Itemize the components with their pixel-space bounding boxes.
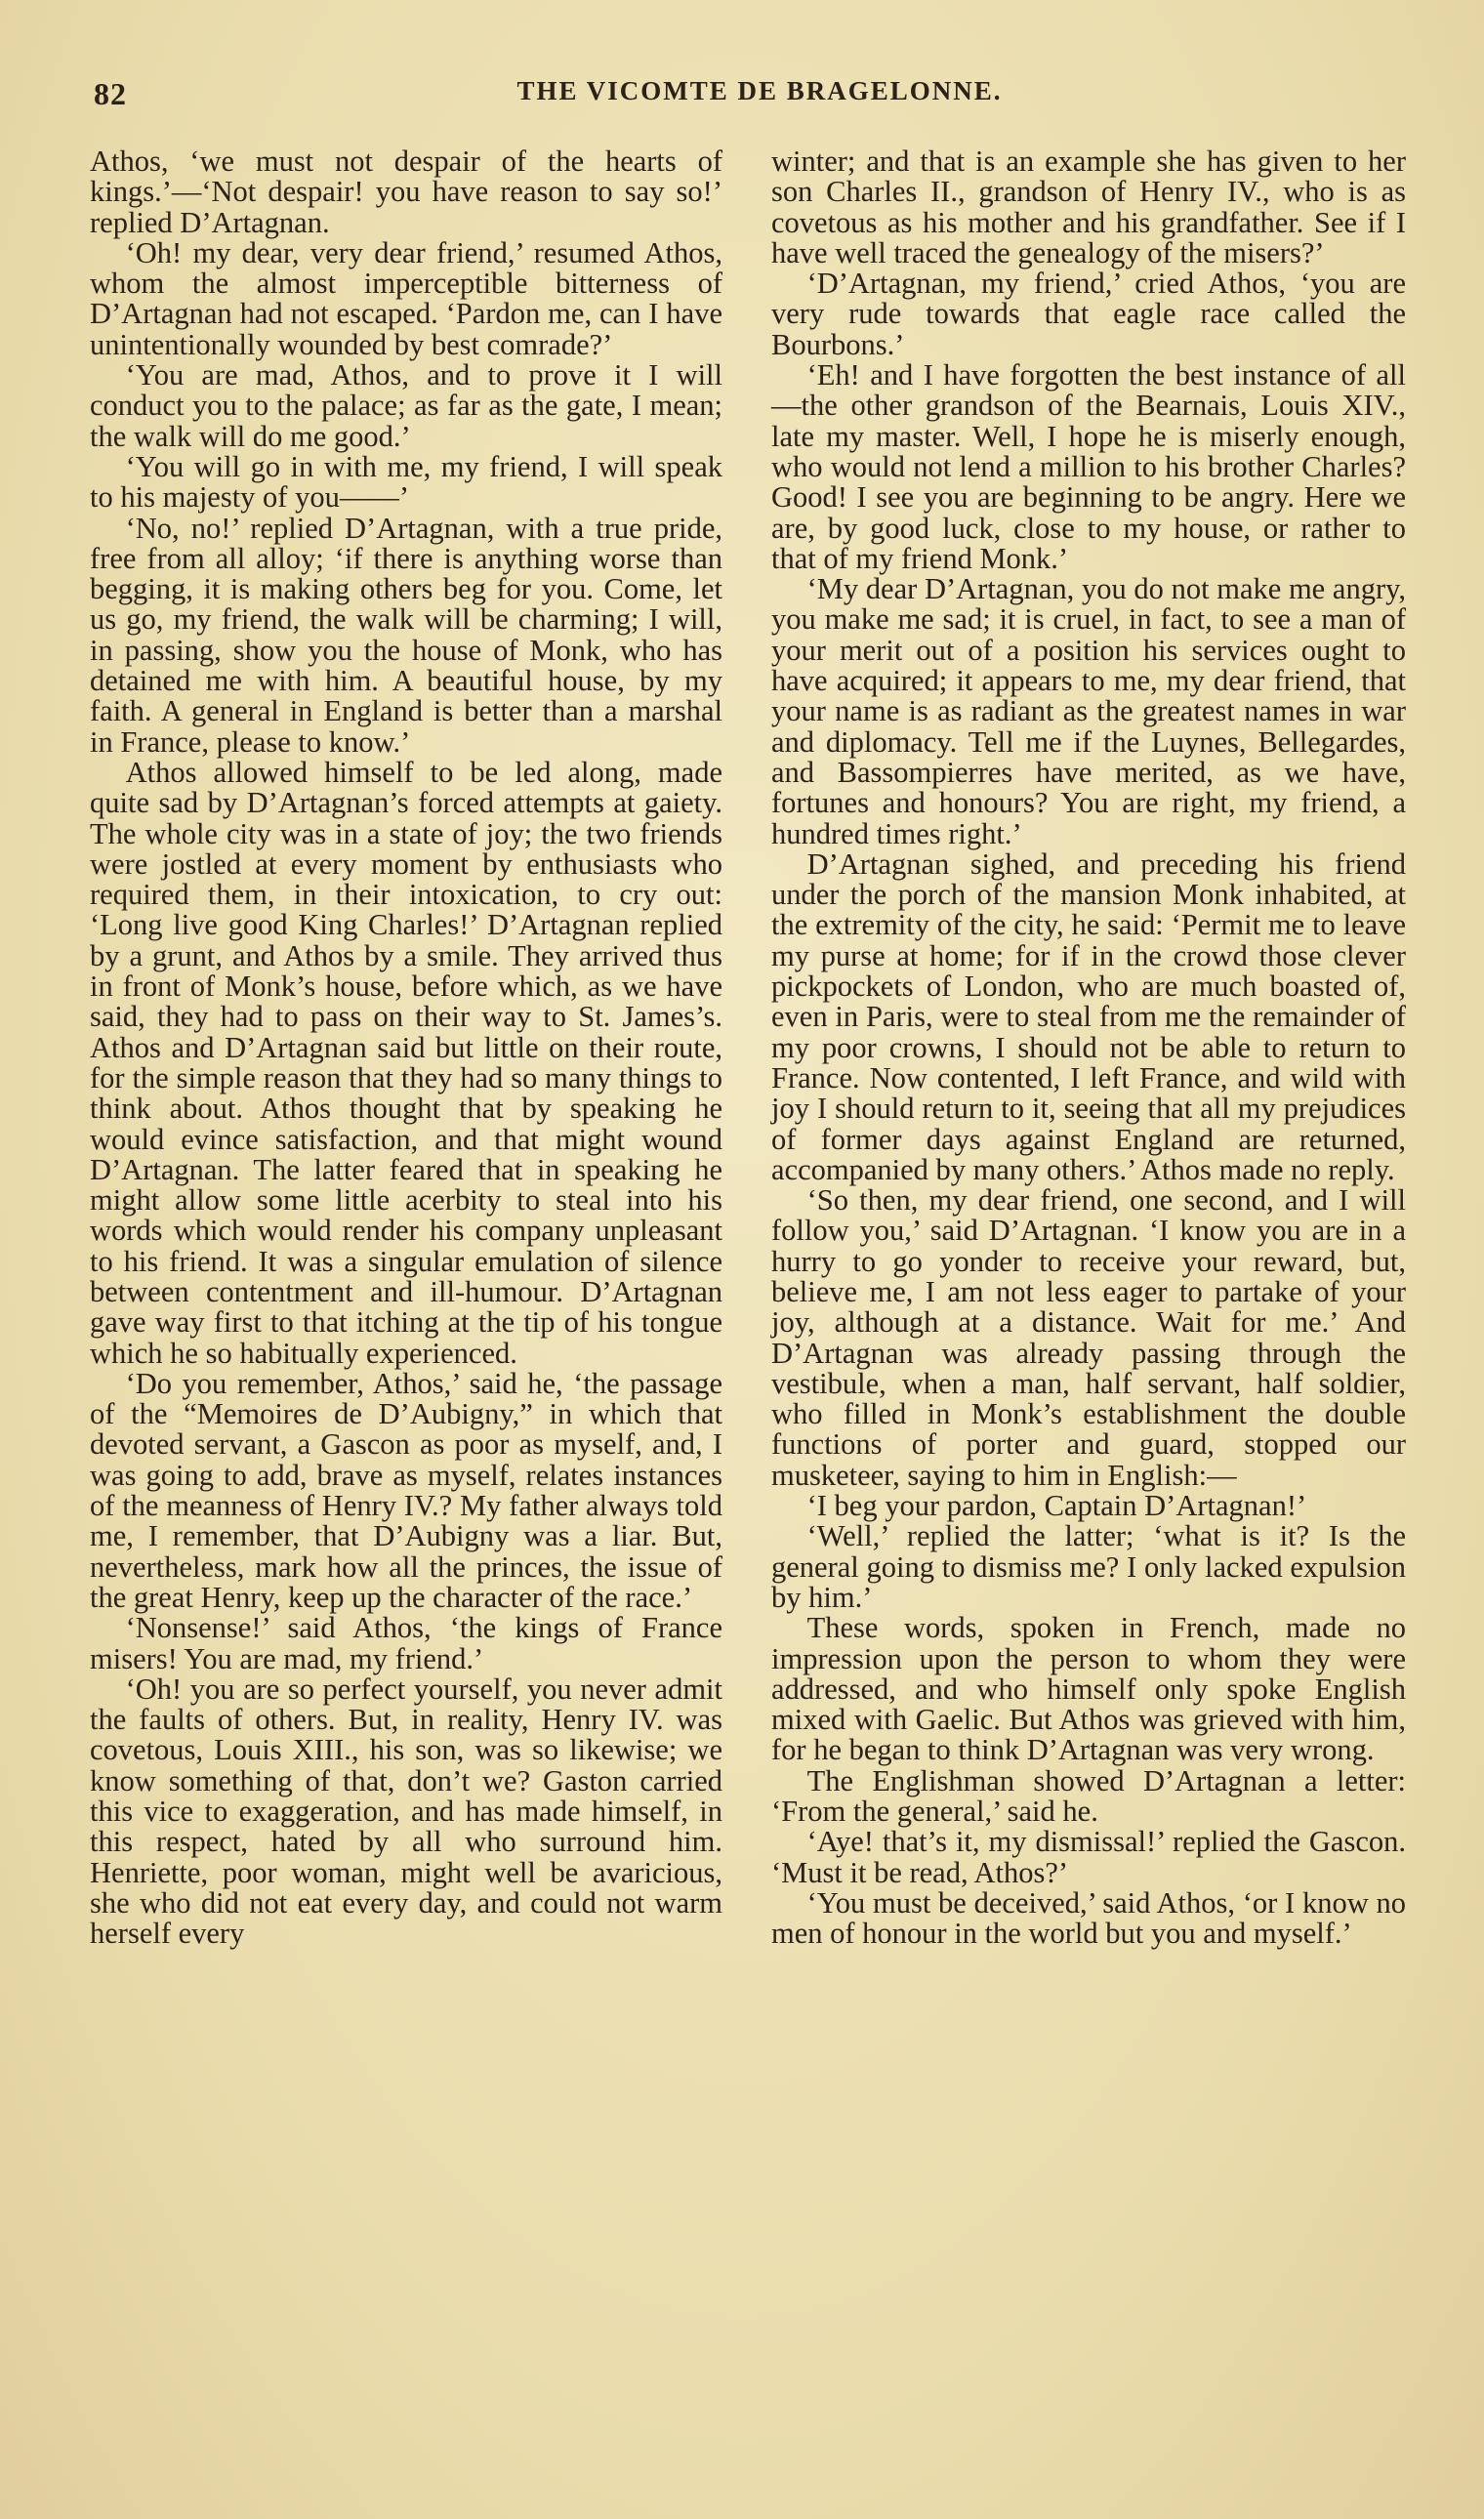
paragraph: ‘Well,’ replied the latter; ‘what is it? Is the general going to dismiss me? I only lacked expulsion by him.’ bbox=[771, 1519, 1406, 1614]
paragraph: Athos allowed himself to be led along, made quite sad by D’Artagnan’s forced attempts at gaiety. The whole city was in a state of joy; the two friends were jostled at every moment by enthusiasts who required them, in their intoxication, to cry out: ‘Long live good King Charles!’ D’Artagnan replied by a grunt, and Athos by a smile. They arrived thus in front of Monk’s house, before which, as we have said, they had to pass on their way to St. James’s. Athos and D’Artagnan said but little on their route, for the simple reason that they had so many things to think about. Athos thought that by speaking he would evince satisfaction, and that might wound D’Artagnan. The latter feared that in speaking he might allow some little acerbity to steal into his words which would render his company unpleasant to his friend. It was a singular emulation of silence between contentment and ill-humour. D’Artagnan gave way first to that itching at the tip of his tongue which he so habitually experienced. bbox=[90, 755, 722, 1370]
paragraph: These words, spoken in French, made no impression upon the person to whom they were addressed, and who himself only spoke English mixed with Gaelic. But Athos was grieved with him, for he began to think D’Artagnan was very wrong. bbox=[771, 1611, 1406, 1767]
paragraph: ‘Nonsense!’ said Athos, ‘the kings of France misers! You are mad, my friend.’ bbox=[90, 1611, 722, 1675]
paragraph: Athos, ‘we must not despair of the hearts of kings.’—‘Not despair! you have reason to say so!’ replied D’Artagnan. bbox=[90, 145, 722, 239]
paragraph: ‘Eh! and I have forgotten the best instance of all—the other grandson of the Bearnais, Louis XIV., late my master. Well, I hope he is miserly enough, who would not lend a million to his brother Charles? Good! I see you are beginning to be angry. Here we are, by good luck, close to my house, or rather to that of my friend Monk.’ bbox=[771, 358, 1406, 575]
page-header bbox=[94, 76, 1425, 119]
right-column bbox=[771, 146, 1406, 1950]
page-number: 82 bbox=[94, 76, 127, 111]
paragraph: winter; and that is an example she has given to her son Charles II., grandson of Henry IV., who is as covetous as his mother and his grandfather. See if I have well traced the genealogy of the misers?’ bbox=[771, 145, 1406, 269]
paragraph: ‘So then, my dear friend, one second, and I will follow you,’ said D’Artagnan. ‘I know you are in a hurry to go yonder to receive your reward, but, believe me, I am not less eager to partake of your joy, although at a distance. Wait for me.’ And D’Artagnan was already passing through the vestibule, when a man, half servant, half soldier, who filled in Monk’s establishment the double functions of porter and guard, stopped our musketeer, saying to him in English:— bbox=[771, 1183, 1406, 1492]
paragraph: ‘Oh! my dear, very dear friend,’ resumed Athos, whom the almost imperceptible bitterness of D’Artagnan had not escaped. ‘Pardon me, can I have unintentionally wounded by best comrade?’ bbox=[90, 235, 722, 361]
paragraph: ‘My dear D’Artagnan, you do not make me angry, you make me sad; it is cruel, in fact, to see a man of your merit out of a position his services ought to have acquired; it appears to me, my dear friend, that your name is as radiant as the greatest names in war and diplomacy. Tell me if the Luynes, Bellegardes, and Bassompierres have merited, as we have, fortunes and honours? You are right, my friend, a hundred times right.’ bbox=[771, 572, 1406, 850]
paragraph: ‘Do you remember, Athos,’ said he, ‘the passage of the “Memoires de D’Aubigny,” in which that devoted servant, a Gascon as poor as myself, and, I was going to add, brave as myself, relates instances of the meanness of Henry IV.? My father always told me, I remember, that D’Aubigny was a liar. But, nevertheless, mark how all the princes, the issue of the great Henry, keep up the character of the race.’ bbox=[90, 1366, 722, 1614]
paragraph: D’Artagnan sighed, and preceding his friend under the porch of the mansion Monk inhabited, at the extremity of the city, he said: ‘Permit me to leave my purse at home; for if in the crowd those clever pickpockets of London, who are much boasted of, even in Paris, were to steal from me the remainder of my poor crowns, I should not be able to return to France. Now contented, I left France, and wild with joy I should return to it, seeing that all my prejudices of former days against England are returned, accompanied by many others.’ Athos made no reply. bbox=[771, 847, 1406, 1186]
paragraph: ‘Aye! that’s it, my dismissal!’ replied the Gascon. ‘Must it be read, Athos?’ bbox=[771, 1825, 1406, 1889]
paragraph: ‘You will go in with me, my friend, I will speak to his majesty of you——’ bbox=[90, 449, 722, 515]
paragraph: ‘No, no!’ replied D’Artagnan, with a true pride, free from all alloy; ‘if there is anything worse than begging, it is making others beg for you. Come, let us go, my friend, the walk will be charming; I will, in passing, show you the house of Monk, who has detained me with him. A beautiful house, by my faith. A general in England is better than a marshal in France, please to know.’ bbox=[90, 511, 722, 759]
paragraph: ‘I beg your pardon, Captain D’Artagnan!’ bbox=[806, 1489, 1307, 1523]
paragraph: ‘You are mad, Athos, and to prove it I will conduct you to the palace; as far as the gate, I mean; the walk will do me good.’ bbox=[90, 358, 722, 453]
paragraph: ‘Oh! you are so perfect yourself, you never admit the faults of others. But, in reality, Henry IV. was covetous, Louis XIII., his son, was so likewise; we know something of that, don’t we? Gaston carried this vice to exaggeration, and has made himself, in this respect, hated by all who surround him. Henriette, poor woman, might well be avaricious, she who did not eat every day, and could not warm herself every bbox=[90, 1672, 722, 1951]
paragraph: ‘D’Artagnan, my friend,’ cried Athos, ‘you are very rude towards that eagle race called the Bourbons.’ bbox=[771, 267, 1406, 361]
running-title: THE VICOMTE DE BRAGELONNE. bbox=[516, 76, 1003, 105]
left-column bbox=[90, 146, 722, 1950]
paragraph: The Englishman showed D’Artagnan a letter: ‘From the general,’ said he. bbox=[771, 1763, 1406, 1829]
paragraph: ‘You must be deceived,’ said Athos, ‘or I know no men of honour in the world but you and myself.’ bbox=[771, 1885, 1406, 1951]
